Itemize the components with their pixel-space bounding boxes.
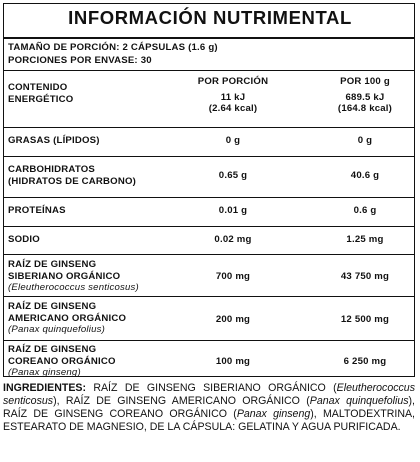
row-sodium-per-serving: 0.02 mg xyxy=(214,234,252,245)
divider xyxy=(4,340,414,341)
energy-label-line2: ENERGÉTICO xyxy=(8,93,74,105)
row-american-ginseng-line1: RAÍZ DE GINSENG xyxy=(8,301,97,312)
ingredients-scientific-name: Panax ginseng xyxy=(236,408,311,420)
row-korean-ginseng-scientific-name: (Panax ginseng) xyxy=(8,367,81,378)
row-siberian-ginseng-line2: SIBERIANO ORGÁNICO xyxy=(8,270,121,282)
serving-size: TAMAÑO DE PORCIÓN: 2 CÁPSULAS (1.6 g) xyxy=(8,42,218,53)
divider xyxy=(4,296,414,297)
energy-per-serving-kcal: (2.64 kcal) xyxy=(208,103,258,114)
row-fats-per-serving: 0 g xyxy=(225,135,241,146)
per-100g-column xyxy=(306,76,420,115)
row-sodium-per-100g: 1.25 mg xyxy=(346,234,384,245)
divider xyxy=(4,197,414,198)
row-siberian-ginseng-per-serving: 700 mg xyxy=(215,271,251,282)
divider xyxy=(4,70,414,71)
row-carbs-label-line2: (HIDRATOS DE CARBONO) xyxy=(8,175,137,187)
row-siberian-ginseng-line1: RAÍZ DE GINSENG xyxy=(8,259,97,270)
row-carbs-label xyxy=(8,164,198,187)
divider xyxy=(4,127,414,128)
row-siberian-ginseng-per-100g: 43 750 mg xyxy=(340,271,390,282)
ingredients-text xyxy=(3,382,415,434)
row-korean-ginseng-per-100g: 6 250 mg xyxy=(343,356,387,367)
ingredients-scientific-name: Panax quinquefolius xyxy=(309,395,409,407)
nutrition-facts-panel xyxy=(3,3,415,377)
ingredients-part: RAÍZ DE GINSENG SIBERIANO ORGÁNICO ( xyxy=(86,382,337,394)
row-proteins-label: PROTEÍNAS xyxy=(8,205,66,216)
row-american-ginseng-line2: AMERICANO ORGÁNICO xyxy=(8,312,127,324)
energy-per-100g-kj: 689.5 kJ xyxy=(345,91,385,103)
servings-per-container: PORCIONES POR ENVASE: 30 xyxy=(8,55,152,66)
energy-per-100g-kcal: (164.8 kcal) xyxy=(337,103,393,114)
row-carbs-label-line1: CARBOHIDRATOS xyxy=(8,164,95,175)
ingredients-part: ), RAÍZ DE GINSENG COREANO ORGÁNICO ( xyxy=(3,395,415,420)
row-fats-label: GRASAS (LÍPIDOS) xyxy=(8,135,100,146)
row-fats-per-100g: 0 g xyxy=(357,135,373,146)
per-serving-column xyxy=(174,76,292,115)
row-american-ginseng-scientific-name: (Panax quinquefolius) xyxy=(8,324,105,335)
row-carbs-per-serving: 0.65 g xyxy=(218,170,248,181)
ingredients-label: INGREDIENTES: xyxy=(3,382,86,394)
row-american-ginseng-per-100g: 12 500 mg xyxy=(340,314,390,325)
energy-label-line1: CONTENIDO xyxy=(8,82,68,93)
row-american-ginseng-per-serving: 200 mg xyxy=(215,314,251,325)
ingredients-scientific-name: Eleutherococcus senticosus xyxy=(3,382,415,407)
row-siberian-ginseng-label xyxy=(8,259,198,294)
energy-per-serving-kj: 11 kJ xyxy=(220,91,246,103)
row-proteins-per-serving: 0.01 g xyxy=(218,205,248,216)
label-title: INFORMACIÓN NUTRIMENTAL xyxy=(68,7,352,28)
row-korean-ginseng-per-serving: 100 mg xyxy=(215,356,251,367)
row-korean-ginseng-label xyxy=(8,344,198,379)
row-carbs-per-100g: 40.6 g xyxy=(350,170,380,181)
row-sodium-label: SODIO xyxy=(8,234,40,245)
column-header-per-100g: POR 100 g xyxy=(340,76,390,87)
ingredients-part: ), MALTODEXTRINA, ESTEARATO DE MAGNESIO, DE LA CÁPSULA: GELATINA Y AGUA PURIFICADA. xyxy=(3,408,415,433)
divider xyxy=(4,254,414,255)
row-korean-ginseng-line2: COREANO ORGÁNICO xyxy=(8,355,116,367)
row-american-ginseng-label xyxy=(8,301,198,336)
ingredients-part: ), RAÍZ DE GINSENG AMERICANO ORGÁNICO ( xyxy=(53,395,310,407)
energy-label xyxy=(8,82,198,105)
row-korean-ginseng-line1: RAÍZ DE GINSENG xyxy=(8,344,97,355)
row-proteins-per-100g: 0.6 g xyxy=(353,205,377,216)
divider xyxy=(4,156,414,157)
divider xyxy=(4,37,414,39)
column-header-per-serving: POR PORCIÓN xyxy=(197,76,269,87)
divider xyxy=(4,226,414,227)
row-siberian-ginseng-scientific-name: (Eleutherococcus senticosus) xyxy=(8,282,139,293)
